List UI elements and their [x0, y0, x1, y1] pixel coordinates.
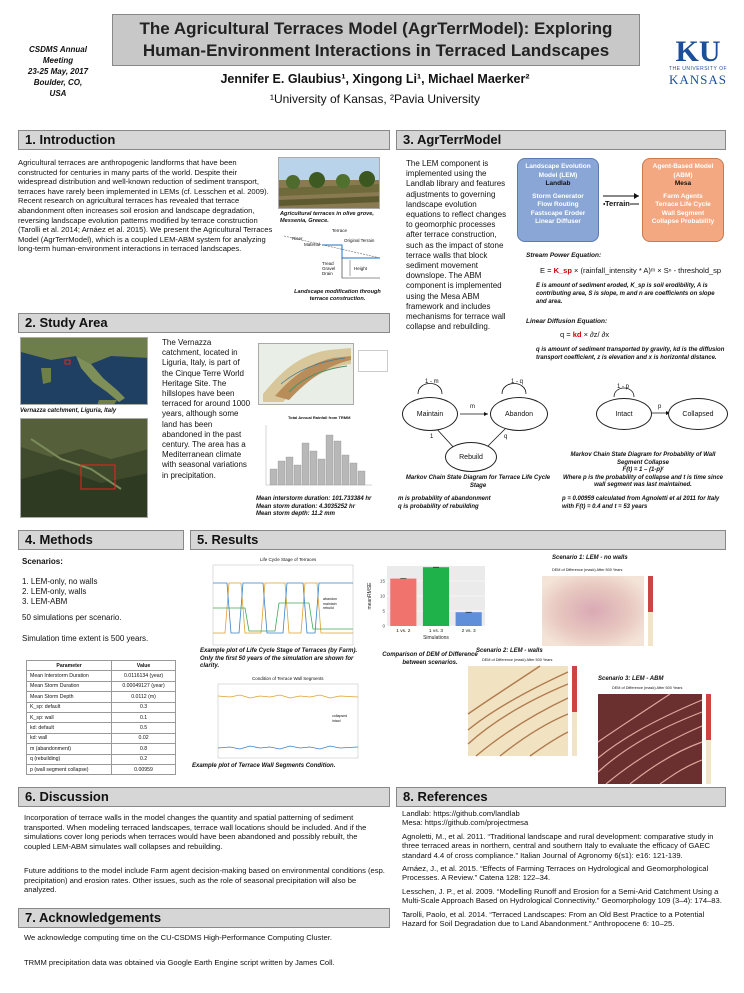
dem-legend [358, 350, 388, 372]
rainfall-histogram [258, 415, 376, 493]
lem-box [517, 158, 599, 242]
legend-intact: intact [332, 718, 341, 723]
diffusion-equation [560, 330, 609, 339]
mc2-self-p: 1 - p [617, 384, 630, 390]
table-row [27, 733, 176, 743]
meeting-line: 23-25 May, 2017 [27, 67, 89, 76]
bar [423, 567, 449, 626]
table-row [27, 744, 176, 754]
x-axis-label: Simulations [423, 635, 449, 641]
parameter-name: kd: wall [27, 733, 112, 743]
legend-collapsed: collapsed [332, 714, 348, 718]
scenario-list [22, 577, 97, 607]
y-axis-label: meanRMSE [367, 582, 373, 610]
rainfall-histogram-plot [258, 421, 376, 491]
lem-item: Flow Routing [537, 201, 579, 208]
wall-caption: Example plot of Terrace Wall Segments Condition. [192, 763, 336, 769]
parameter-name: Mean Interstorm Duration [27, 671, 112, 681]
abm-title: Agent-Based Model (ABM) [652, 163, 714, 179]
scenario3-label: Scenario 3: LEM - ABM [598, 676, 664, 682]
mc1-notes [398, 496, 548, 511]
table-row [27, 723, 176, 733]
mc1-edge-m: m [470, 404, 475, 410]
abm-item: Collapse Probability [651, 218, 715, 225]
mc2-edge-p: p [658, 404, 662, 410]
mc2-desc: Where p is the probability of collapse and t is time since wall segment was last maintained. [562, 474, 724, 489]
parameter-value: 0.5 [112, 723, 176, 733]
olive-grove-caption: Agricultural terraces in olive grove, Messenia, Greece. [280, 211, 374, 224]
intro-body: Agricultural terraces are anthropogenic landforms that have been constructed for centuries in many parts of the world. Despite their widespread distribution and well-known reduction of sediment transport, terraces have rarely been implemented in LEMs (cf. Lesschen et al. 2009). Recent research on agricultural terraces has revealed that terrace abandonment often increases soil erosion and landscape degradation, reversing landscape evolution patterns modified by terrace construction (Tarolli et al. 2014; Arnáez et al. 2015). We present the Agricultural Terraces Model (AgrTerrModel), which is a coupled LEM-ABM system for analyzing long-term human-environment interactions in terraced landscapes. [18, 158, 273, 254]
lem-item: Storm Generator [532, 192, 584, 200]
vernazza-dem-art [259, 344, 354, 405]
lem-title: Landscape Evolution Model (LEM) [525, 163, 591, 179]
state-maintain: Maintain [402, 397, 458, 431]
mc1-self-m: 1 - m [425, 379, 439, 385]
diffusion-label: Linear Diffusion Equation: [526, 318, 608, 325]
mc1-edge-q: q [504, 434, 508, 440]
olive-grove-photo [278, 157, 380, 209]
section-agrterrmodel-heading: 3. AgrTerrModel [396, 130, 726, 150]
dem1-art [530, 574, 660, 648]
diagram-label-terrace: Terrace [332, 228, 348, 233]
mc2-formula: F(t) = 1 – (1-p)ᵗ [622, 467, 664, 474]
parameter-value: 0.8 [112, 744, 176, 754]
rmse-caption: Comparison of DEM of Difference between scenarios. [382, 652, 478, 666]
references-list [402, 809, 726, 932]
abm-item: Terrace Life Cycle [655, 201, 711, 208]
parameter-value: 0.0116134 (year) [112, 671, 176, 681]
poster-title [112, 14, 640, 66]
stream-power-desc: E is amount of sediment eroded, K_sp is soil erodibility, A is contributing area, S is slope, m and n are coefficients on slope and area. [536, 283, 715, 305]
discussion-p1: Incorporation of terrace walls in the model changes the quantity and spatial patterning of sediment transported. When modeling terraced landscapes, terrace wall locations should be included. And if the simulations cover long periods when terraces would have been abandoned and possibly rebuilt, the coupled LEM-ABM simulates wall collapses and rebuilding. [24, 813, 367, 851]
rmse-bar-chart-svg [365, 560, 490, 645]
mc1-note-q: q is probability of rebuilding [398, 503, 479, 510]
parameter-value: 0.02 [112, 733, 176, 743]
scenario-item: 3. LEM-ABM [22, 597, 68, 606]
mc2-caption-text: Markov Chain State Diagram for Probability of Wall Segment Collapse [570, 452, 716, 466]
parameter-value: 0.3 [112, 702, 176, 712]
lem-item: Fastscape Eroder [530, 209, 586, 217]
agrterrmodel-body: The LEM component is implemented using the Landlab library and features adjustments to governing landscape evolution equations to reflect changes to geomorphic processes after terrace construction, such as the impact of stone terrace walls that block sediment movement downslope. The ABM component is implemented using the Mesa ABM framework and includes mechanisms for terrace wall collapse and rebuilding. [406, 159, 507, 332]
parameter-value: 0.1 [112, 712, 176, 722]
ku-logo [668, 35, 728, 88]
mc2-calc: p = 0.00959 calculated from Agnoletti et al 2011 for Italy with F(t) = 0.4 and t = 53 years [562, 496, 720, 510]
diagram-label-drain: Drain [322, 271, 333, 276]
legend-rebuild: rebuild [323, 606, 334, 611]
dem2-title: DEM of Difference (mask) After 500 Years [482, 658, 553, 662]
abm-item: Wall Segment [661, 209, 705, 217]
mc2-caption [560, 452, 726, 490]
terrain-label: Terrain [605, 199, 630, 208]
y-tick-label: 5 [382, 608, 385, 614]
parameter-name: q (rebuilding) [27, 754, 112, 764]
state-rebuild: Rebuild [445, 442, 497, 472]
dem-scenario1 [530, 568, 660, 648]
parameter-name: kd: default [27, 723, 112, 733]
parameter-name: Mean Storm Depth [27, 692, 112, 702]
storm-stats [256, 496, 396, 519]
column-header: Value [112, 661, 176, 671]
ld-eq-pre: q = [560, 330, 573, 339]
x-tick-label: 1 vs. 2 [396, 629, 411, 634]
reference-item: Landlab: https://github.com/landlab [402, 809, 520, 818]
scenario1-label: Scenario 1: LEM - no walls [552, 555, 628, 561]
diagram-label-height: Height [354, 266, 368, 271]
vernazza-dem-map [258, 343, 354, 405]
table-row [27, 671, 176, 681]
section-results-heading: 5. Results [190, 530, 726, 550]
parameter-table-body [27, 671, 176, 775]
diagram-label-gravel: Gravel [322, 266, 336, 271]
state-intact: Intact [596, 398, 652, 430]
italy-map [20, 337, 148, 405]
vernazza-satellite [20, 418, 148, 518]
stat-interstorm: Mean interstorm duration: 101.733384 hr [256, 496, 372, 502]
diagram-label-material: Material [304, 242, 321, 247]
dem3-art [590, 692, 722, 786]
simulation-extent: Simulation time extent is 500 years. [22, 634, 149, 643]
abm-sub: Mesa [674, 180, 692, 187]
reference-item: Lesschen, J. P., et al. 2009. “Modelling Runoff and Erosion for a Semi-Arid Catchment Using a Multi-Scale Approach Based on Hydrological Connectivity.” Geomorphology 109 (3–4): 174–83. [402, 886, 722, 906]
rainfall-histogram-title: Total Annual Rainfall from TRMM [288, 415, 351, 420]
legend-maintain: maintain [323, 601, 337, 606]
section-ack-heading: 7. Acknowledgements [18, 908, 390, 928]
stream-power-label: Stream Power Equation: [526, 252, 602, 259]
title-line-2: Human-Environment Interactions in Terraced Landscapes [142, 41, 610, 60]
discussion-p2: Future additions to the model include Farm agent decision-making based on environmental conditions (esp. precipitation) and erosion rates. Other issues, such as the role of seasonal precipitation will also be analyzed. [24, 866, 385, 895]
title-line-1: The Agricultural Terraces Model (AgrTerrModel): Exploring [139, 19, 613, 38]
sp-eq-post: × (rainfall_intensity * A)ᵐ × Sⁿ - threshold_sp [571, 266, 722, 275]
diagram-label-original: Original Terrain [344, 238, 375, 243]
table-row [27, 754, 176, 764]
table-header-row [27, 661, 176, 671]
section-references-heading: 8. References [396, 787, 726, 807]
sp-eq-ksp: K_sp [553, 266, 572, 275]
lifecycle-legend [323, 597, 337, 611]
table-row [27, 692, 176, 702]
parameter-value: 0.00049127 (year) [112, 681, 176, 691]
parameter-table [26, 660, 176, 775]
state-abandon: Abandon [490, 397, 548, 431]
parameter-name: m (abandonment) [27, 744, 112, 754]
rmse-bar-chart [365, 560, 490, 645]
lem-sub: Landlab [545, 180, 571, 187]
parameter-name: p (wall segment collapse) [27, 764, 112, 774]
parameter-name: K_sp: wall [27, 712, 112, 722]
scenario2-label: Scenario 2: LEM - walls [476, 648, 543, 654]
meeting-line: CSDMS Annual [29, 45, 87, 54]
parameter-value: 0.0112 (m) [112, 692, 176, 702]
section-methods-heading: 4. Methods [18, 530, 184, 550]
ld-eq-post: × ∂z/ ∂x [581, 330, 610, 339]
authors: Jennifer E. Glaubius¹, Xingong Li¹, Michael Maerker² [220, 72, 530, 86]
stream-power-equation [540, 266, 721, 275]
dem-scenario2 [460, 658, 590, 758]
y-tick-label: 0 [382, 623, 385, 629]
x-tick-label: 1 vs. 3 [428, 629, 444, 634]
scenarios-label: Scenarios: [22, 557, 63, 566]
abm-box [642, 158, 724, 242]
italy-map-art [21, 338, 148, 405]
study-area-body: The Vernazza catchment, located in Liguria, Italy, is part of the Cinque Terre World Heritage Site. The hillslopes have been terraced for around 1000 years, although some land has been abandoned in the past century. The area has a Mediterranean climate with seasonal variations in precipitation. [162, 338, 251, 480]
lifecycle-plot-title: Life Cycle Stage of Terraces [260, 557, 317, 562]
ku-logo-univ: THE UNIVERSITY OF [668, 66, 728, 72]
diffusion-desc: q is amount of sediment transported by gravity, kd is the diffusion transport coefficient, z is elevation and x is horizontal distance. [536, 347, 725, 361]
x-tick-label: 2 vs. 3 [461, 629, 476, 634]
table-row [27, 681, 176, 691]
lifecycle-caption: Example plot of Life Cycle Stage of Terraces (by Farm). Only the first 50 years of the simulation are shown for clarity. [200, 648, 358, 670]
scenario-item: 2. LEM-only, walls [22, 587, 87, 596]
meeting-info [18, 44, 98, 99]
sp-eq-pre: E = [540, 266, 554, 275]
reference-item: Agnoletti, M., et al. 2011. “Traditional landscape and rural development: comparative study in three terraced areas in northern, central and southern Italy to evaluate the efficacy of GAEC standard 4.4 of cross compliance.” Italian Journal of Agronomy 6(s1): e16: 121-139. [402, 831, 714, 860]
ld-eq-kd: kd [572, 330, 582, 339]
meeting-line: Boulder, CO, [33, 78, 83, 87]
reference-item: Mesa: https://github.com/projectmesa [402, 818, 529, 828]
section-study-area-heading: 2. Study Area [18, 313, 390, 333]
legend-abandon: abandon [323, 597, 337, 601]
vernazza-satellite-art [21, 419, 148, 518]
diagram-label-tread: Tread [322, 261, 334, 266]
ku-logo-kansas: KANSAS [668, 72, 727, 87]
wall-plot-title: Condition of Terrace Wall Segments [252, 676, 324, 681]
meeting-line: Meeting [42, 56, 74, 65]
table-row [27, 712, 176, 722]
parameter-value: 0.00959 [112, 764, 176, 774]
table-row [27, 702, 176, 712]
stat-storm-duration: Mean storm duration: 4.3035252 hr [256, 503, 356, 510]
mc1-self-q: 1 - q [511, 379, 524, 385]
table-row [27, 764, 176, 774]
lem-item: Linear Diffuser [535, 218, 581, 225]
italy-map-caption: Vernazza catchment, Liguria, Italy [20, 408, 117, 414]
parameter-value: 0.2 [112, 754, 176, 764]
meeting-line: USA [49, 89, 67, 98]
dem2-art [460, 664, 590, 758]
terrace-diagram-caption: Landscape modification through terrace construction. [294, 289, 381, 302]
terrace-diagram [282, 228, 382, 283]
ku-logo-mark: KU [675, 35, 721, 68]
mc1-note-m: m is probability of abandonment [398, 496, 491, 502]
mc1-caption: Markov Chain State Diagram for Terrace Life Cycle Stage [405, 475, 551, 489]
y-tick-label: 15 [379, 578, 385, 584]
bar [390, 579, 416, 626]
stat-storm-depth: Mean storm depth: 11.2 mm [256, 511, 335, 518]
lifecycle-plot [205, 557, 355, 647]
wall-legend [332, 714, 347, 723]
simulations-count: 50 simulations per scenario. [22, 613, 122, 622]
reference-item: Arnáez, J., et al. 2015. “Effects of Farming Terraces on Hydrological and Geomorphological Processes. A Review.” Catena 128: 122–34. [402, 864, 709, 883]
abm-item: Farm Agents [663, 192, 703, 200]
ack-p2: TRMM precipitation data was obtained via Google Earth Engine script written by James Coll. [24, 958, 335, 967]
column-header: Parameter [27, 661, 112, 671]
mc1-edge-1: 1 [430, 434, 434, 440]
dem1-title: DEM of Difference (mask) After 500 Years [552, 568, 623, 572]
bar [456, 612, 482, 626]
y-tick-label: 10 [379, 593, 385, 599]
state-collapsed: Collapsed [668, 398, 728, 430]
ack-p1: We acknowledge computing time on the CU-CSDMS High-Performance Computing Cluster. [24, 933, 332, 942]
wall-condition-plot [210, 676, 360, 760]
parameter-name: Mean Storm Duration [27, 681, 112, 691]
parameter-name: K_sp: default [27, 702, 112, 712]
diagram-label-riser: Riser [292, 236, 303, 241]
dem-scenario3 [590, 686, 722, 786]
olive-grove-photo-art [279, 158, 380, 209]
scenario-item: 1. LEM-only, no walls [22, 577, 98, 586]
reference-item: Tarolli, Paolo, et al. 2014. “Terraced Landscapes: From an Old Best Practice to a Potential Hazard for Soil Degradation due to Land Abandonment.” Anthropocene 6: 10–25. [402, 909, 705, 929]
dem3-title: DEM of Difference (mask) After 500 Years [612, 686, 683, 690]
section-discussion-heading: 6. Discussion [18, 787, 390, 807]
affiliations: ¹University of Kansas, ²Pavia University [269, 92, 481, 106]
section-introduction-heading: 1. Introduction [18, 130, 390, 150]
